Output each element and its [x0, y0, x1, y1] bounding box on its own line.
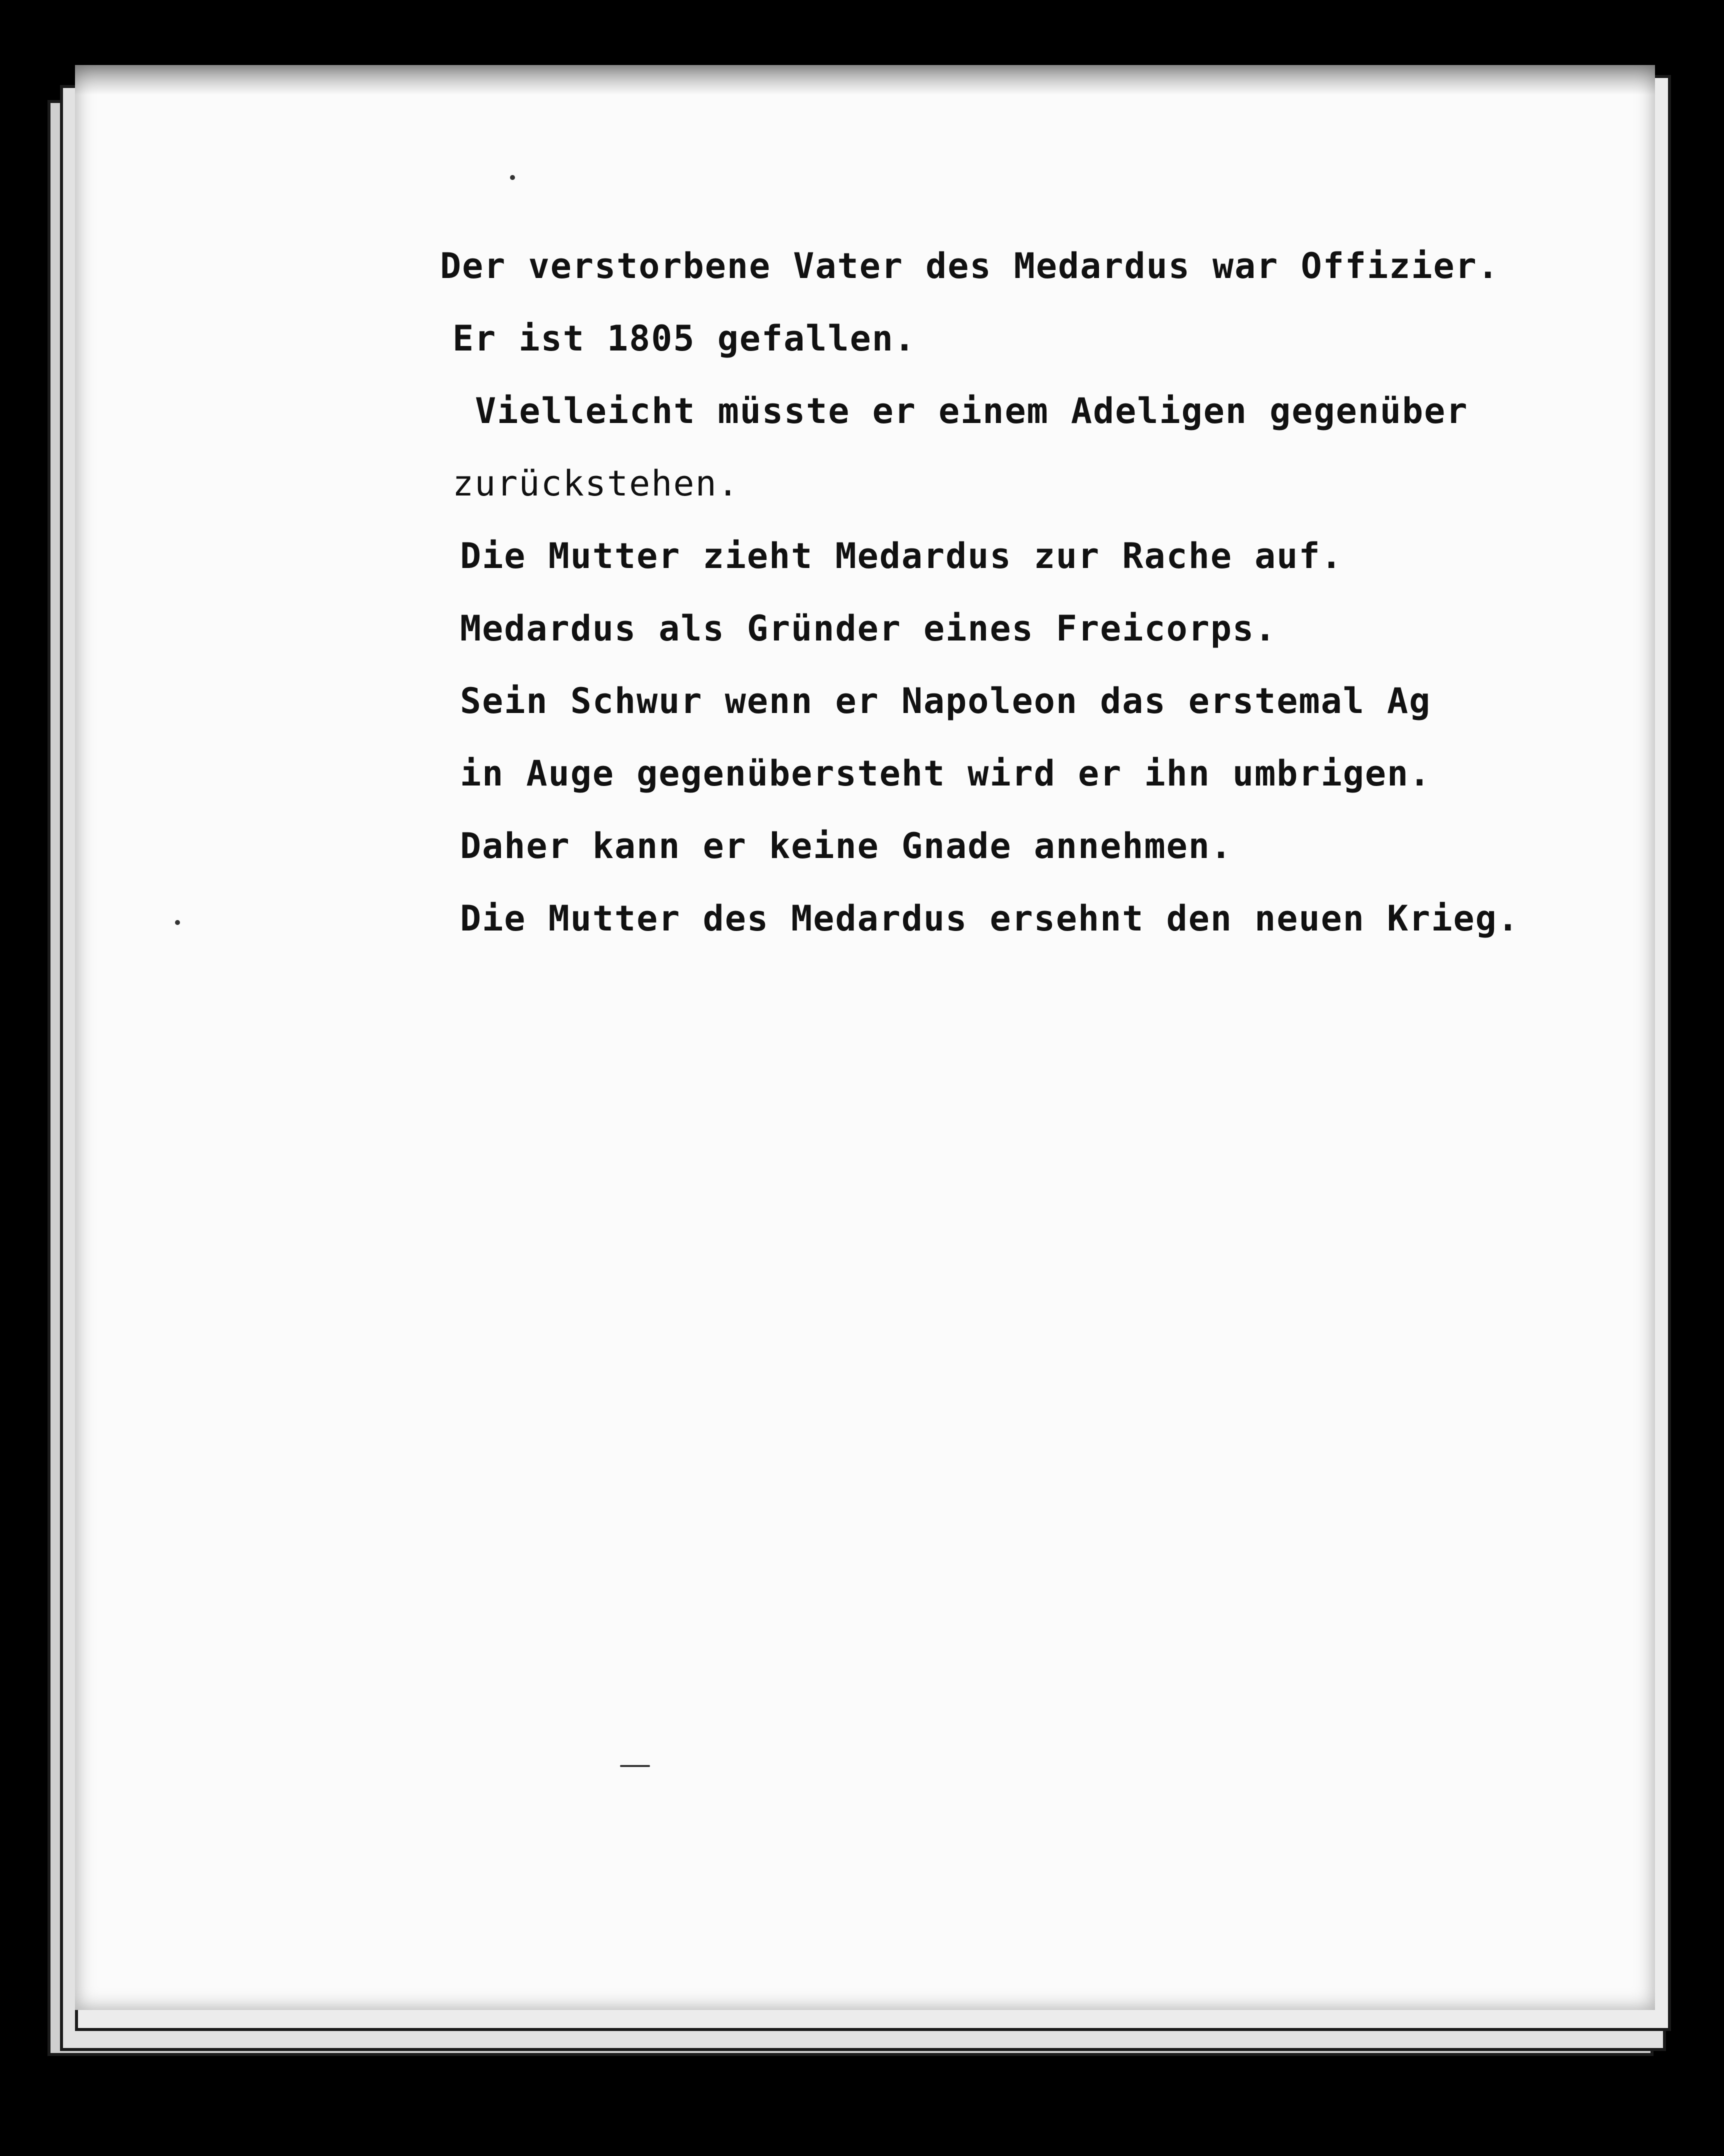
text-line: Die Mutter zieht Medardus zur Rache auf. [460, 536, 1343, 576]
speck [510, 175, 515, 180]
text-line: in Auge gegenübersteht wird er ihn umbrigen. [460, 753, 1432, 794]
text-line: Der verstorbene Vater des Medardus war Offizier. [440, 246, 1500, 286]
text-line: Die Mutter des Medardus ersehnt den neuen Krieg. [460, 898, 1520, 939]
text-line: zurückstehen. [452, 463, 740, 504]
text-line: Er ist 1805 gefallen. [452, 318, 916, 359]
text-line: Sein Schwur wenn er Napoleon das erstemal Ag [460, 680, 1432, 722]
speck [175, 920, 180, 925]
speck [620, 1765, 650, 1767]
text-line: Vielleicht müsste er einem Adeligen gegenüber [475, 390, 1468, 432]
text-line: Medardus als Gründer eines Freicorps. [460, 608, 1277, 649]
text-line: Daher kann er keine Gnade annehmen. [460, 826, 1233, 866]
typed-page [75, 65, 1655, 2010]
typed-text-block [440, 230, 1640, 955]
